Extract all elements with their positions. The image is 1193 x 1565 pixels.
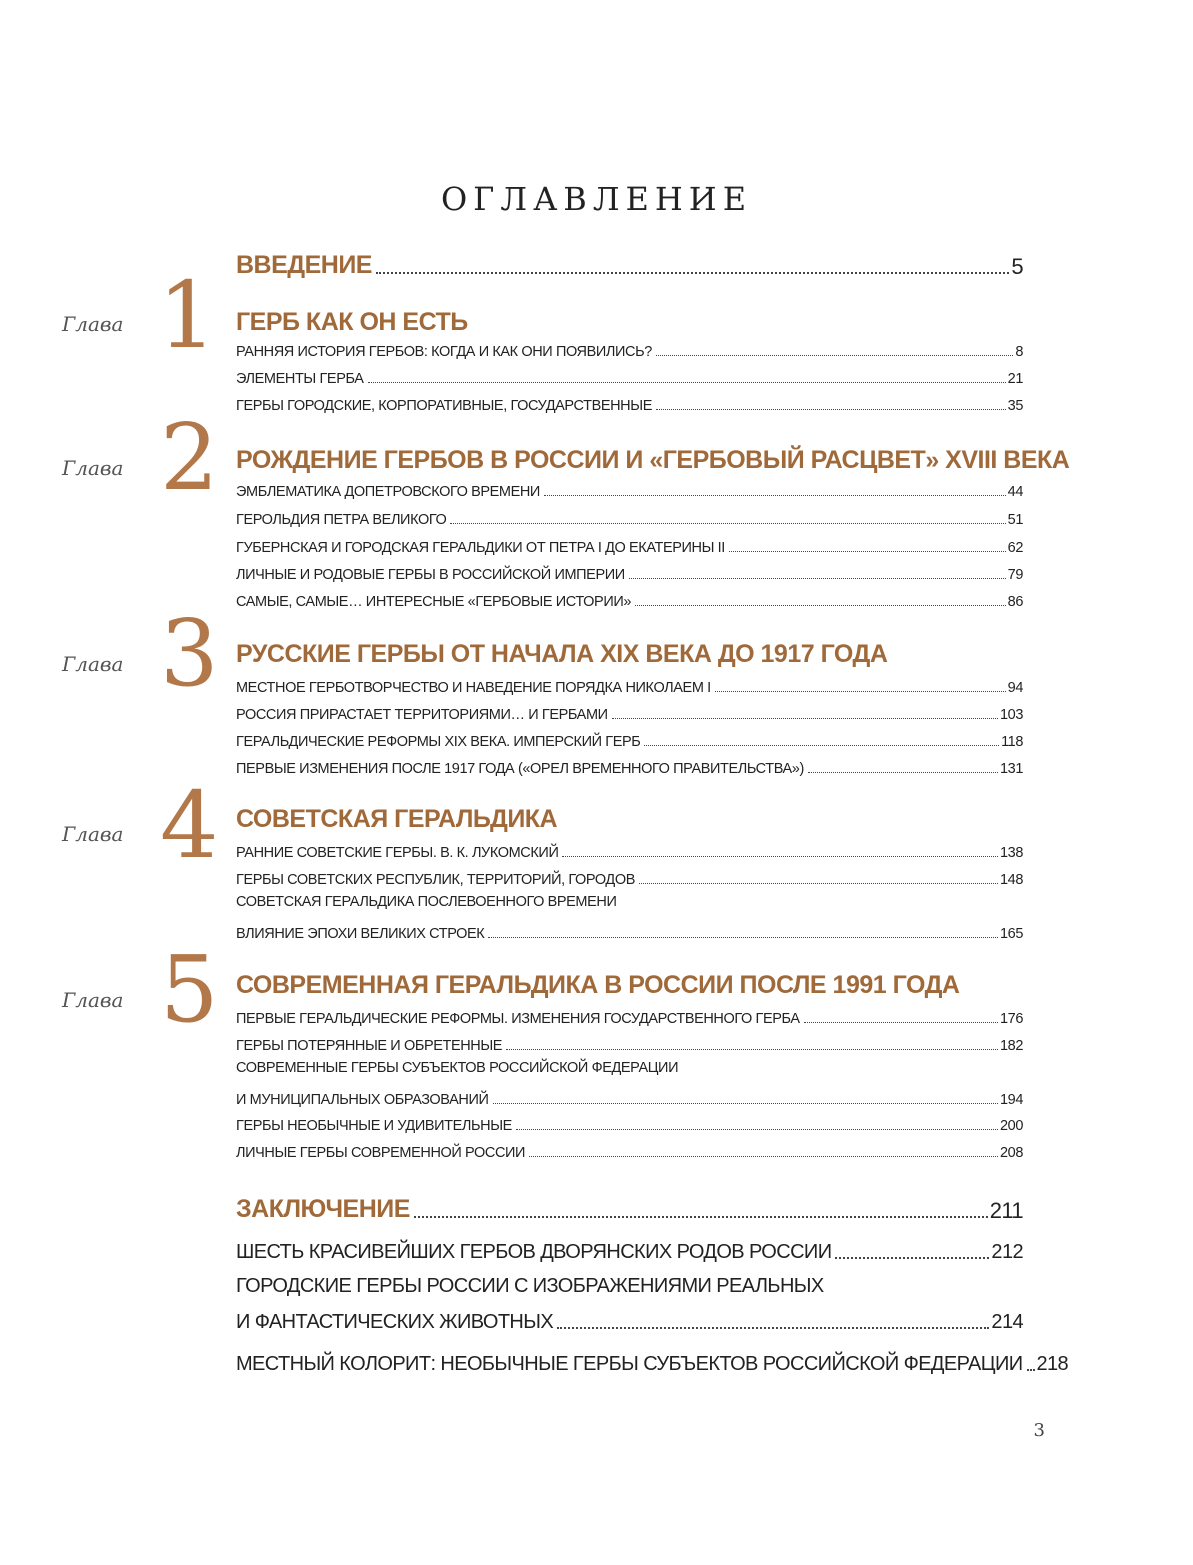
toc-item-label: ГУБЕРНСКАЯ И ГОРОДСКАЯ ГЕРАЛЬДИКИ ОТ ПЕТРА I ДО ЕКАТЕРИНЫ II bbox=[236, 540, 725, 556]
toc-item-page: 86 bbox=[1007, 594, 1023, 610]
toc-item-label: ПЕРВЫЕ ИЗМЕНЕНИЯ ПОСЛЕ 1917 ГОДА («ОРЕЛ ВРЕМЕННОГО ПРАВИТЕЛЬСТВА») bbox=[236, 761, 804, 777]
dot-leader bbox=[506, 1049, 998, 1050]
toc-item-label: ГЕРОЛЬДИЯ ПЕТРА ВЕЛИКОГО bbox=[236, 512, 447, 528]
toc-item-label: РОССИЯ ПРИРАСТАЕТ ТЕРРИТОРИЯМИ… И ГЕРБАМИ bbox=[236, 707, 608, 723]
toc-item-label: И МУНИЦИПАЛЬНЫХ ОБРАЗОВАНИЙ bbox=[236, 1092, 489, 1108]
toc-item-label: ГЕРБЫ СОВЕТСКИХ РЕСПУБЛИК, ТЕРРИТОРИЙ, ГОРОДОВ bbox=[236, 872, 635, 888]
toc-item[interactable] bbox=[236, 1141, 1023, 1161]
toc-item-page: 131 bbox=[1000, 761, 1023, 777]
toc-item[interactable] bbox=[236, 1034, 1023, 1054]
toc-item-label: МЕСТНЫЙ КОЛОРИТ: НЕОБЫЧНЫЕ ГЕРБЫ СУБЪЕКТОВ РОССИЙСКОЙ ФЕДЕРАЦИИ bbox=[236, 1353, 1023, 1375]
toc-item-label: ГЕРБЫ НЕОБЫЧНЫЕ И УДИВИТЕЛЬНЫЕ bbox=[236, 1118, 512, 1134]
dot-leader bbox=[729, 551, 1006, 552]
toc-appendix-item[interactable] bbox=[236, 1348, 1069, 1376]
dot-leader bbox=[493, 1103, 999, 1104]
toc-conclusion-label: ЗАКЛЮЧЕНИЕ bbox=[236, 1195, 410, 1223]
page-title: ОГЛАВЛЕНИЕ bbox=[440, 180, 753, 218]
toc-item[interactable] bbox=[236, 590, 1023, 610]
dot-leader bbox=[1027, 1369, 1035, 1371]
toc-item-page: 148 bbox=[1000, 872, 1023, 888]
toc-item-label: ШЕСТЬ КРАСИВЕЙШИХ ГЕРБОВ ДВОРЯНСКИХ РОДОВ РОССИИ bbox=[236, 1241, 832, 1263]
toc-item-label[interactable]: ГОРОДСКИЕ ГЕРБЫ РОССИИ С ИЗОБРАЖЕНИЯМИ РЕАЛЬНЫХ bbox=[236, 1275, 824, 1297]
toc-item-label: ГЕРБЫ ПОТЕРЯННЫЕ И ОБРЕТЕННЫЕ bbox=[236, 1038, 503, 1054]
toc-item[interactable] bbox=[236, 1088, 1023, 1108]
toc-item-label: ГЕРБЫ ГОРОДСКИЕ, КОРПОРАТИВНЫЕ, ГОСУДАРСТВЕННЫЕ bbox=[236, 398, 652, 414]
dot-leader bbox=[656, 355, 1013, 356]
dot-leader bbox=[635, 605, 1006, 606]
toc-item-page: 21 bbox=[1007, 371, 1023, 387]
dot-leader bbox=[629, 578, 1006, 579]
page-number: 3 bbox=[1033, 1420, 1045, 1441]
toc-item[interactable] bbox=[236, 563, 1023, 583]
toc-item-label: ЭМБЛЕМАТИКА ДОПЕТРОВСКОГО ВРЕМЕНИ bbox=[236, 484, 540, 500]
toc-item[interactable] bbox=[236, 480, 1023, 500]
dot-leader bbox=[376, 272, 1009, 274]
toc-item[interactable] bbox=[236, 394, 1023, 414]
dot-leader bbox=[644, 745, 999, 746]
toc-item-label: ВЛИЯНИЕ ЭПОХИ ВЕЛИКИХ СТРОЕК bbox=[236, 926, 485, 942]
chapter-title-3[interactable]: РУССКИЕ ГЕРБЫ ОТ НАЧАЛА XIX ВЕКА ДО 1917 ГОДА bbox=[236, 640, 888, 668]
toc-item-label: РАННЯЯ ИСТОРИЯ ГЕРБОВ: КОГДА И КАК ОНИ ПОЯВИЛИСЬ? bbox=[236, 344, 652, 360]
toc-intro-page: 5 bbox=[1011, 254, 1023, 279]
dot-leader bbox=[835, 1257, 989, 1259]
toc-item-page: 165 bbox=[1000, 926, 1023, 942]
toc-item-page: 200 bbox=[1000, 1118, 1023, 1134]
toc-conclusion-page: 211 bbox=[989, 1198, 1023, 1223]
toc-item-label: САМЫЕ, САМЫЕ… ИНТЕРЕСНЫЕ «ГЕРБОВЫЕ ИСТОРИИ» bbox=[236, 594, 632, 610]
toc-item-page: 212 bbox=[991, 1241, 1023, 1263]
dot-leader bbox=[804, 1022, 998, 1023]
toc-item-page: 79 bbox=[1007, 567, 1023, 583]
toc-item-page: 118 bbox=[1001, 734, 1023, 750]
chapter-number-3: 3 bbox=[160, 600, 219, 707]
toc-conclusion[interactable] bbox=[236, 1192, 1023, 1224]
dot-leader bbox=[808, 772, 998, 773]
toc-item-page: 94 bbox=[1007, 680, 1023, 696]
toc-item-page: 208 bbox=[1000, 1145, 1023, 1161]
dot-leader bbox=[488, 937, 998, 938]
toc-item[interactable] bbox=[236, 730, 1023, 750]
dot-leader bbox=[562, 856, 998, 857]
dot-leader bbox=[368, 382, 1006, 383]
chapter-title-4[interactable]: СОВЕТСКАЯ ГЕРАЛЬДИКА bbox=[236, 805, 558, 833]
chapter-number-2: 2 bbox=[160, 404, 219, 511]
toc-appendix-item[interactable] bbox=[236, 1236, 1023, 1264]
toc-item[interactable] bbox=[236, 841, 1023, 861]
toc-item[interactable] bbox=[236, 508, 1023, 528]
dot-leader bbox=[450, 523, 1005, 524]
chapter-title-2[interactable]: РОЖДЕНИЕ ГЕРБОВ В РОССИИ И «ГЕРБОВЫЙ РАСЦВЕТ» XVIII ВЕКА bbox=[236, 446, 1070, 474]
toc-item-label[interactable]: СОВРЕМЕННЫЕ ГЕРБЫ СУБЪЕКТОВ РОССИЙСКОЙ ФЕДЕРАЦИИ bbox=[236, 1060, 679, 1076]
toc-item-page: 51 bbox=[1007, 512, 1023, 528]
toc-item-label: МЕСТНОЕ ГЕРБОТВОРЧЕСТВО И НАВЕДЕНИЕ ПОРЯДКА НИКОЛАЕМ I bbox=[236, 680, 711, 696]
dot-leader bbox=[544, 495, 1006, 496]
toc-item[interactable] bbox=[236, 676, 1023, 696]
toc-item-page: 182 bbox=[1000, 1038, 1023, 1054]
toc-item-label[interactable]: СОВЕТСКАЯ ГЕРАЛЬДИКА ПОСЛЕВОЕННОГО ВРЕМЕНИ bbox=[236, 894, 617, 910]
toc-item-label: ГЕРАЛЬДИЧЕСКИЕ РЕФОРМЫ XIX ВЕКА. ИМПЕРСКИЙ ГЕРБ bbox=[236, 734, 641, 750]
toc-item-page: 8 bbox=[1015, 344, 1023, 360]
toc-item-page: 194 bbox=[1000, 1092, 1023, 1108]
toc-item[interactable] bbox=[236, 367, 1023, 387]
toc-item[interactable] bbox=[236, 1007, 1023, 1027]
dot-leader bbox=[656, 409, 1006, 410]
toc-item-label: ЭЛЕМЕНТЫ ГЕРБА bbox=[236, 371, 364, 387]
toc-item[interactable] bbox=[236, 757, 1023, 777]
toc-item-label: И ФАНТАСТИЧЕСКИХ ЖИВОТНЫХ bbox=[236, 1311, 554, 1333]
chapter-number-5: 5 bbox=[160, 936, 219, 1043]
toc-intro-label: ВВЕДЕНИЕ bbox=[236, 251, 372, 279]
toc-item-label: ПЕРВЫЕ ГЕРАЛЬДИЧЕСКИЕ РЕФОРМЫ. ИЗМЕНЕНИЯ ГОСУДАРСТВЕННОГО ГЕРБА bbox=[236, 1011, 800, 1027]
dot-leader bbox=[715, 691, 1006, 692]
toc-item-page: 214 bbox=[991, 1311, 1023, 1333]
toc-item[interactable] bbox=[236, 922, 1023, 942]
toc-item-label: РАННИЕ СОВЕТСКИЕ ГЕРБЫ. В. К. ЛУКОМСКИЙ bbox=[236, 845, 559, 861]
toc-item[interactable] bbox=[236, 868, 1023, 888]
chapter-number-4: 4 bbox=[160, 772, 219, 879]
glava-label-2: Глава bbox=[62, 456, 124, 480]
glava-label-5: Глава bbox=[62, 988, 124, 1012]
toc-item[interactable] bbox=[236, 1114, 1023, 1134]
dot-leader bbox=[529, 1156, 998, 1157]
dot-leader bbox=[639, 883, 998, 884]
toc-item[interactable] bbox=[236, 340, 1023, 360]
chapter-title-5[interactable]: СОВРЕМЕННАЯ ГЕРАЛЬДИКА В РОССИИ ПОСЛЕ 1991 ГОДА bbox=[236, 971, 960, 999]
glava-label-1: Глава bbox=[62, 312, 124, 336]
toc-item-page: 218 bbox=[1036, 1353, 1069, 1375]
glava-label-4: Глава bbox=[62, 822, 124, 846]
dot-leader bbox=[612, 718, 998, 719]
toc-item-page: 44 bbox=[1007, 484, 1023, 500]
toc-item[interactable] bbox=[236, 703, 1023, 723]
toc-item-page: 176 bbox=[1000, 1011, 1023, 1027]
chapter-title-1[interactable]: ГЕРБ КАК ОН ЕСТЬ bbox=[236, 308, 468, 336]
toc-item[interactable] bbox=[236, 536, 1023, 556]
dot-leader bbox=[557, 1327, 989, 1329]
toc-appendix-item[interactable] bbox=[236, 1306, 1023, 1334]
toc-item-page: 62 bbox=[1007, 540, 1023, 556]
toc-item-page: 138 bbox=[1000, 845, 1023, 861]
dot-leader bbox=[414, 1216, 988, 1218]
toc-item-page: 103 bbox=[1000, 707, 1023, 723]
toc-item-label: ЛИЧНЫЕ И РОДОВЫЕ ГЕРБЫ В РОССИЙСКОЙ ИМПЕРИИ bbox=[236, 567, 625, 583]
chapter-number-1: 1 bbox=[158, 262, 217, 369]
toc-intro[interactable] bbox=[236, 248, 1023, 280]
toc-item-label: ЛИЧНЫЕ ГЕРБЫ СОВРЕМЕННОЙ РОССИИ bbox=[236, 1145, 526, 1161]
toc-item-page: 35 bbox=[1007, 398, 1023, 414]
dot-leader bbox=[516, 1129, 998, 1130]
glava-label-3: Глава bbox=[62, 652, 124, 676]
